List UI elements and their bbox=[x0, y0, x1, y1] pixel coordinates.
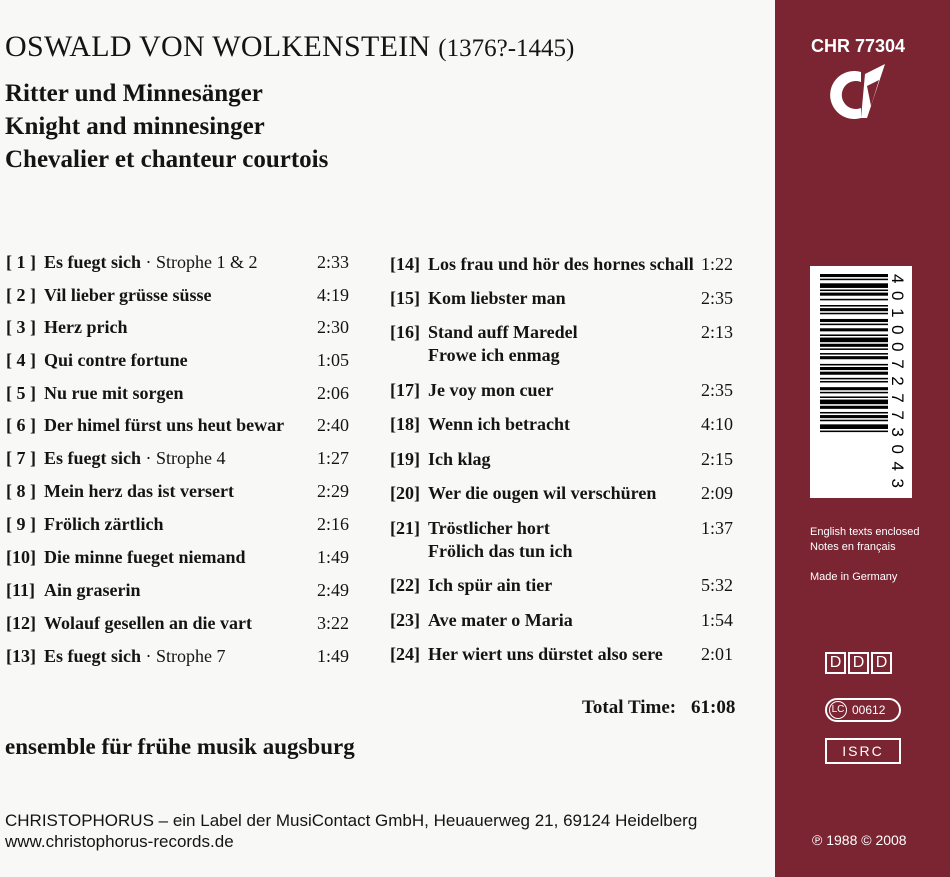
track-title-text: Vil lieber grüsse süsse bbox=[44, 285, 212, 305]
composer-title bbox=[5, 30, 574, 64]
barcode-bar bbox=[820, 324, 888, 326]
track-title bbox=[44, 513, 163, 535]
total-time-value: 61:08 bbox=[691, 697, 736, 718]
barcode-bar bbox=[820, 283, 888, 288]
track-number: [21] bbox=[390, 518, 420, 538]
barcode-bar bbox=[820, 344, 888, 347]
barcode-bar bbox=[820, 406, 888, 409]
track-title: Wenn ich betracht bbox=[428, 414, 570, 434]
track-title bbox=[44, 316, 127, 338]
track-duration: 4:10 bbox=[701, 414, 734, 434]
barcode-bar bbox=[820, 279, 888, 281]
track-duration: 2:16 bbox=[317, 514, 350, 534]
track-title: Ave mater o Maria bbox=[428, 610, 573, 630]
barcode-bar bbox=[820, 356, 888, 359]
copyright: ℗ 1988 © 2008 bbox=[812, 832, 907, 848]
track-note: · Strophe 7 bbox=[141, 646, 226, 666]
ensemble-name: ensemble für frühe musik augsburg bbox=[5, 734, 355, 759]
lc-icon: LC bbox=[829, 701, 847, 719]
barcode-bar bbox=[820, 415, 888, 418]
barcode-bar bbox=[820, 299, 888, 301]
isrc-badge: ISRC bbox=[825, 738, 901, 764]
track-title bbox=[44, 546, 246, 568]
ddd-letter: D bbox=[871, 652, 892, 674]
barcode-bar bbox=[820, 431, 888, 433]
ddd-badge bbox=[825, 652, 892, 674]
barcode-bar bbox=[820, 328, 888, 331]
barcode-bar bbox=[820, 364, 888, 366]
track-number: [ 9 ] bbox=[6, 514, 36, 534]
track-title-text: Wolauf gesellen an die vart bbox=[44, 613, 252, 633]
track-title bbox=[44, 382, 183, 404]
track-title-line2: Frowe ich enmag bbox=[428, 345, 560, 365]
christophorus-logo-icon bbox=[827, 64, 889, 124]
label-address: CHRISTOPHORUS – ein Label der MusiContact GmbH, Heuauerweg 21, 69124 Heidelberg bbox=[5, 811, 698, 830]
track-number: [ 3 ] bbox=[6, 317, 36, 337]
track-duration: 2:15 bbox=[701, 449, 734, 469]
track-title: Je voy mon cuer bbox=[428, 380, 554, 400]
track-title bbox=[44, 645, 226, 667]
track-title-text: Nu rue mit sorgen bbox=[44, 383, 184, 403]
track-number: [16] bbox=[390, 322, 420, 342]
subtitle-english: Knight and minnesinger bbox=[5, 113, 265, 140]
ddd-letter: D bbox=[848, 652, 869, 674]
track-number: [ 5 ] bbox=[6, 383, 36, 403]
track-title-line2: Frölich das tun ich bbox=[428, 541, 573, 561]
barcode-bar bbox=[820, 274, 888, 277]
track-number: [15] bbox=[390, 288, 420, 308]
track-title: Los frau und hör des hornes schall bbox=[428, 254, 694, 274]
track-number: [22] bbox=[390, 575, 420, 595]
track-title bbox=[44, 414, 284, 436]
track-duration: 2:49 bbox=[317, 580, 350, 600]
track-number: [ 2 ] bbox=[6, 285, 36, 305]
made-in-germany: Made in Germany bbox=[810, 571, 898, 583]
track-title-text: Es fuegt sich bbox=[44, 448, 142, 468]
track-title: Wer die ougen wil verschüren bbox=[428, 483, 657, 503]
barcode bbox=[810, 266, 912, 498]
barcode-bar bbox=[820, 353, 888, 355]
track-title-text: Ain graserin bbox=[44, 580, 141, 600]
track-number: [ 4 ] bbox=[6, 350, 36, 370]
track-number: [10] bbox=[6, 547, 36, 567]
track-title-text: Herz prich bbox=[44, 317, 128, 337]
composer-dates: (1376?-1445) bbox=[438, 35, 575, 62]
barcode-bar bbox=[820, 334, 888, 336]
barcode-bar bbox=[820, 400, 888, 405]
track-title: Ich spür ain tier bbox=[428, 575, 553, 595]
track-note: · Strophe 4 bbox=[141, 448, 226, 468]
track-duration: 1:27 bbox=[317, 448, 350, 468]
track-title bbox=[44, 349, 188, 371]
track-number: [13] bbox=[6, 646, 36, 666]
track-title-text: Es fuegt sich bbox=[44, 646, 142, 666]
composer-name: OSWALD VON WOLKENSTEIN bbox=[5, 30, 431, 63]
track-title bbox=[44, 480, 234, 502]
track-duration: 1:49 bbox=[317, 646, 350, 666]
total-time-label: Total Time: bbox=[582, 697, 677, 718]
barcode-bar bbox=[820, 372, 888, 375]
track-title bbox=[44, 447, 226, 469]
track-duration: 1:49 bbox=[317, 547, 350, 567]
barcode-bar bbox=[820, 381, 888, 383]
track-duration: 2:13 bbox=[701, 322, 734, 342]
track-title bbox=[44, 579, 141, 601]
track-duration: 2:33 bbox=[317, 252, 350, 272]
track-title: Her wiert uns dürstet also sere bbox=[428, 644, 663, 664]
subtitle-german: Ritter und Minnesänger bbox=[5, 80, 263, 107]
track-number: [19] bbox=[390, 449, 420, 469]
track-title: Tröstlicher hort bbox=[428, 518, 550, 538]
notes-english: English texts enclosed bbox=[810, 526, 920, 538]
barcode-bar bbox=[820, 378, 888, 380]
barcode-bar bbox=[820, 367, 888, 370]
label-website: www.christophorus-records.de bbox=[5, 832, 234, 851]
track-title: Stand auff Maredel bbox=[428, 322, 578, 342]
track-number: [14] bbox=[390, 254, 420, 274]
track-title-text: Mein herz das ist versert bbox=[44, 481, 234, 501]
track-duration: 2:01 bbox=[701, 644, 734, 664]
barcode-bar bbox=[820, 387, 888, 390]
barcode-bar bbox=[820, 305, 888, 307]
track-duration: 2:40 bbox=[317, 415, 350, 435]
track-title-text: Es fuegt sich bbox=[44, 252, 142, 272]
track-number: [ 7 ] bbox=[6, 448, 36, 468]
barcode-bar bbox=[820, 308, 888, 311]
notes-french: Notes en français bbox=[810, 541, 896, 553]
track-title-text: Qui contre fortune bbox=[44, 350, 188, 370]
track-title bbox=[44, 284, 212, 306]
track-number: [12] bbox=[6, 613, 36, 633]
track-number: [11] bbox=[6, 580, 35, 600]
track-title-text: Die minne fueget niemand bbox=[44, 547, 246, 567]
track-number: [18] bbox=[390, 414, 420, 434]
track-duration: 2:35 bbox=[701, 380, 734, 400]
track-number: [20] bbox=[390, 483, 420, 503]
subtitle-french: Chevalier et chanteur courtois bbox=[5, 146, 329, 173]
side-panel bbox=[775, 0, 950, 877]
track-title bbox=[44, 612, 252, 634]
barcode-bar bbox=[820, 396, 888, 398]
track-number: [ 1 ] bbox=[6, 252, 36, 272]
track-title-text: Frölich zärtlich bbox=[44, 514, 164, 534]
barcode-bar bbox=[820, 392, 888, 394]
track-duration: 2:30 bbox=[317, 317, 350, 337]
catalog-number: CHR 77304 bbox=[811, 36, 906, 56]
track-duration: 2:06 bbox=[317, 383, 350, 403]
track-title-text: Der himel fürst uns heut bewar bbox=[44, 415, 285, 435]
track-duration: 2:09 bbox=[701, 483, 734, 503]
track-number: [ 6 ] bbox=[6, 415, 36, 435]
barcode-digits: 4010072773043 bbox=[888, 274, 907, 488]
barcode-bar bbox=[820, 319, 888, 322]
track-duration: 4:19 bbox=[317, 285, 350, 305]
track-title: Ich klag bbox=[428, 449, 491, 469]
label-code-badge bbox=[825, 698, 901, 722]
barcode-bar bbox=[820, 412, 888, 414]
barcode-bar bbox=[820, 420, 888, 422]
track-title bbox=[44, 251, 258, 273]
track-title: Kom liebster man bbox=[428, 288, 566, 308]
track-duration: 2:29 bbox=[317, 481, 350, 501]
track-number: [ 8 ] bbox=[6, 481, 36, 501]
ddd-letter: D bbox=[825, 652, 846, 674]
track-duration: 1:22 bbox=[701, 254, 734, 274]
barcode-bar bbox=[820, 293, 888, 296]
track-duration: 5:32 bbox=[701, 575, 734, 595]
track-number: [23] bbox=[390, 610, 420, 630]
track-duration: 1:37 bbox=[701, 518, 734, 538]
track-duration: 3:22 bbox=[317, 613, 350, 633]
track-number: [17] bbox=[390, 380, 420, 400]
barcode-bar bbox=[820, 338, 888, 343]
track-duration: 1:54 bbox=[701, 610, 734, 630]
track-duration: 1:05 bbox=[317, 350, 350, 370]
track-note: · Strophe 1 & 2 bbox=[141, 252, 258, 272]
label-code: 00612 bbox=[852, 703, 886, 717]
barcode-bar bbox=[820, 290, 888, 292]
barcode-bar bbox=[820, 424, 888, 429]
barcode-bar bbox=[820, 313, 888, 315]
track-duration: 2:35 bbox=[701, 288, 734, 308]
track-number: [24] bbox=[390, 644, 420, 664]
barcode-bar bbox=[820, 348, 888, 350]
